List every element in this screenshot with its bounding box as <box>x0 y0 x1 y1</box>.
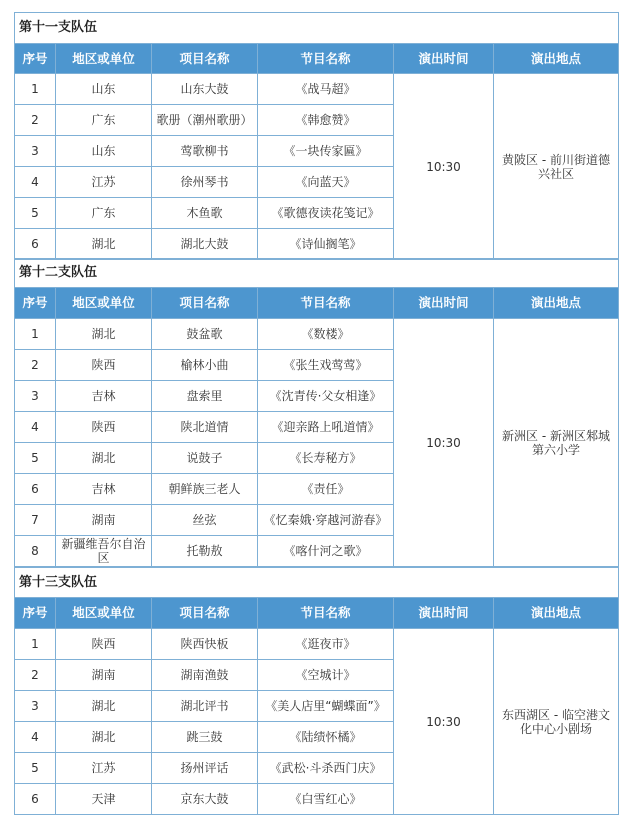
row-number: 2 <box>15 105 56 136</box>
row-program: 《向蓝天》 <box>258 167 394 198</box>
row-region: 湖北 <box>56 443 152 474</box>
header-time: 演出时间 <box>394 598 494 629</box>
row-program: 《张生戏莺莺》 <box>258 350 394 381</box>
header-time: 演出时间 <box>394 44 494 74</box>
row-number: 6 <box>15 474 56 505</box>
header-item: 项目名称 <box>152 44 258 74</box>
performance-time: 10:30 <box>394 629 494 815</box>
header-item: 项目名称 <box>152 598 258 629</box>
row-region: 广东 <box>56 105 152 136</box>
row-item: 湖北大鼓 <box>152 229 258 260</box>
header-venue: 演出地点 <box>494 288 619 319</box>
row-number: 2 <box>15 660 56 691</box>
row-item: 京东大鼓 <box>152 784 258 815</box>
row-region: 湖南 <box>56 505 152 536</box>
row-program: 《长寿秘方》 <box>258 443 394 474</box>
header-region: 地区或单位 <box>56 598 152 629</box>
row-region: 湖北 <box>56 229 152 260</box>
row-region: 江苏 <box>56 167 152 198</box>
row-item: 跳三鼓 <box>152 722 258 753</box>
row-region: 陕西 <box>56 412 152 443</box>
performance-venue: 东西湖区 - 临空港文化中心小剧场 <box>494 629 619 815</box>
header-seq: 序号 <box>15 288 56 319</box>
row-program: 《陆绩怀橘》 <box>258 722 394 753</box>
header-time: 演出时间 <box>394 288 494 319</box>
header-region: 地区或单位 <box>56 44 152 74</box>
row-program: 《迎亲路上吼道情》 <box>258 412 394 443</box>
header-seq: 序号 <box>15 44 56 74</box>
row-number: 2 <box>15 350 56 381</box>
row-number: 1 <box>15 629 56 660</box>
row-item: 湖北评书 <box>152 691 258 722</box>
row-region: 广东 <box>56 198 152 229</box>
row-item: 托勒敖 <box>152 536 258 567</box>
row-program: 《沈青传·父女相逢》 <box>258 381 394 412</box>
header-seq: 序号 <box>15 598 56 629</box>
row-region: 湖南 <box>56 660 152 691</box>
header-program: 节目名称 <box>258 288 394 319</box>
row-number: 7 <box>15 505 56 536</box>
row-number: 4 <box>15 167 56 198</box>
row-program: 《一块传家匾》 <box>258 136 394 167</box>
row-item: 榆林小曲 <box>152 350 258 381</box>
team-title: 第十二支队伍 <box>15 259 619 288</box>
row-item: 山东大鼓 <box>152 74 258 105</box>
row-item: 朝鲜族三老人 <box>152 474 258 505</box>
row-number: 3 <box>15 381 56 412</box>
row-item: 陕西快板 <box>152 629 258 660</box>
row-item: 说鼓子 <box>152 443 258 474</box>
row-region: 陕西 <box>56 629 152 660</box>
header-venue: 演出地点 <box>494 598 619 629</box>
row-number: 8 <box>15 536 56 567</box>
team-table <box>14 12 619 260</box>
row-number: 4 <box>15 722 56 753</box>
row-item: 丝弦 <box>152 505 258 536</box>
row-program: 《歌德夜读花笺记》 <box>258 198 394 229</box>
row-number: 3 <box>15 691 56 722</box>
row-number: 1 <box>15 74 56 105</box>
header-venue: 演出地点 <box>494 44 619 74</box>
row-number: 6 <box>15 784 56 815</box>
row-region: 新疆维吾尔自治区 <box>56 536 152 567</box>
row-region: 陕西 <box>56 350 152 381</box>
table-row <box>15 74 619 105</box>
row-region: 山东 <box>56 74 152 105</box>
row-program: 《诗仙搁笔》 <box>258 229 394 260</box>
row-program: 《韩愈赞》 <box>258 105 394 136</box>
row-program: 《喀什河之歌》 <box>258 536 394 567</box>
row-item: 湖南渔鼓 <box>152 660 258 691</box>
row-program: 《责任》 <box>258 474 394 505</box>
performance-venue: 黄陂区 - 前川街道德兴社区 <box>494 74 619 260</box>
row-item: 徐州琴书 <box>152 167 258 198</box>
team-table <box>14 567 619 815</box>
row-region: 天津 <box>56 784 152 815</box>
row-region: 吉林 <box>56 474 152 505</box>
row-region: 湖北 <box>56 319 152 350</box>
row-number: 5 <box>15 443 56 474</box>
row-item: 扬州评话 <box>152 753 258 784</box>
row-region: 吉林 <box>56 381 152 412</box>
row-item: 歌册（潮州歌册） <box>152 105 258 136</box>
row-number: 3 <box>15 136 56 167</box>
performance-time: 10:30 <box>394 74 494 260</box>
row-number: 5 <box>15 198 56 229</box>
row-number: 6 <box>15 229 56 260</box>
row-item: 盘索里 <box>152 381 258 412</box>
row-region: 湖北 <box>56 722 152 753</box>
row-program: 《武松·斗杀西门庆》 <box>258 753 394 784</box>
table-row <box>15 319 619 350</box>
header-row <box>15 44 619 74</box>
row-item: 鼓盆歌 <box>152 319 258 350</box>
header-row <box>15 598 619 629</box>
row-item: 木鱼歌 <box>152 198 258 229</box>
table-row <box>15 629 619 660</box>
row-number: 1 <box>15 319 56 350</box>
header-program: 节目名称 <box>258 44 394 74</box>
row-number: 4 <box>15 412 56 443</box>
row-program: 《逛夜市》 <box>258 629 394 660</box>
performance-time: 10:30 <box>394 319 494 567</box>
row-region: 山东 <box>56 136 152 167</box>
team-title: 第十一支队伍 <box>15 13 619 44</box>
row-region: 江苏 <box>56 753 152 784</box>
header-program: 节目名称 <box>258 598 394 629</box>
row-program: 《美人店里“蝴蝶面”》 <box>258 691 394 722</box>
row-program: 《数楼》 <box>258 319 394 350</box>
row-program: 《忆秦娥·穿越河游春》 <box>258 505 394 536</box>
header-item: 项目名称 <box>152 288 258 319</box>
row-number: 5 <box>15 753 56 784</box>
row-item: 陕北道情 <box>152 412 258 443</box>
team-table <box>14 258 619 567</box>
row-program: 《白雪红心》 <box>258 784 394 815</box>
row-region: 湖北 <box>56 691 152 722</box>
row-item: 莺歌柳书 <box>152 136 258 167</box>
row-program: 《空城计》 <box>258 660 394 691</box>
header-region: 地区或单位 <box>56 288 152 319</box>
team-title: 第十三支队伍 <box>15 568 619 598</box>
header-row <box>15 288 619 319</box>
performance-venue: 新洲区 - 新洲区邾城第六小学 <box>494 319 619 567</box>
row-program: 《战马超》 <box>258 74 394 105</box>
